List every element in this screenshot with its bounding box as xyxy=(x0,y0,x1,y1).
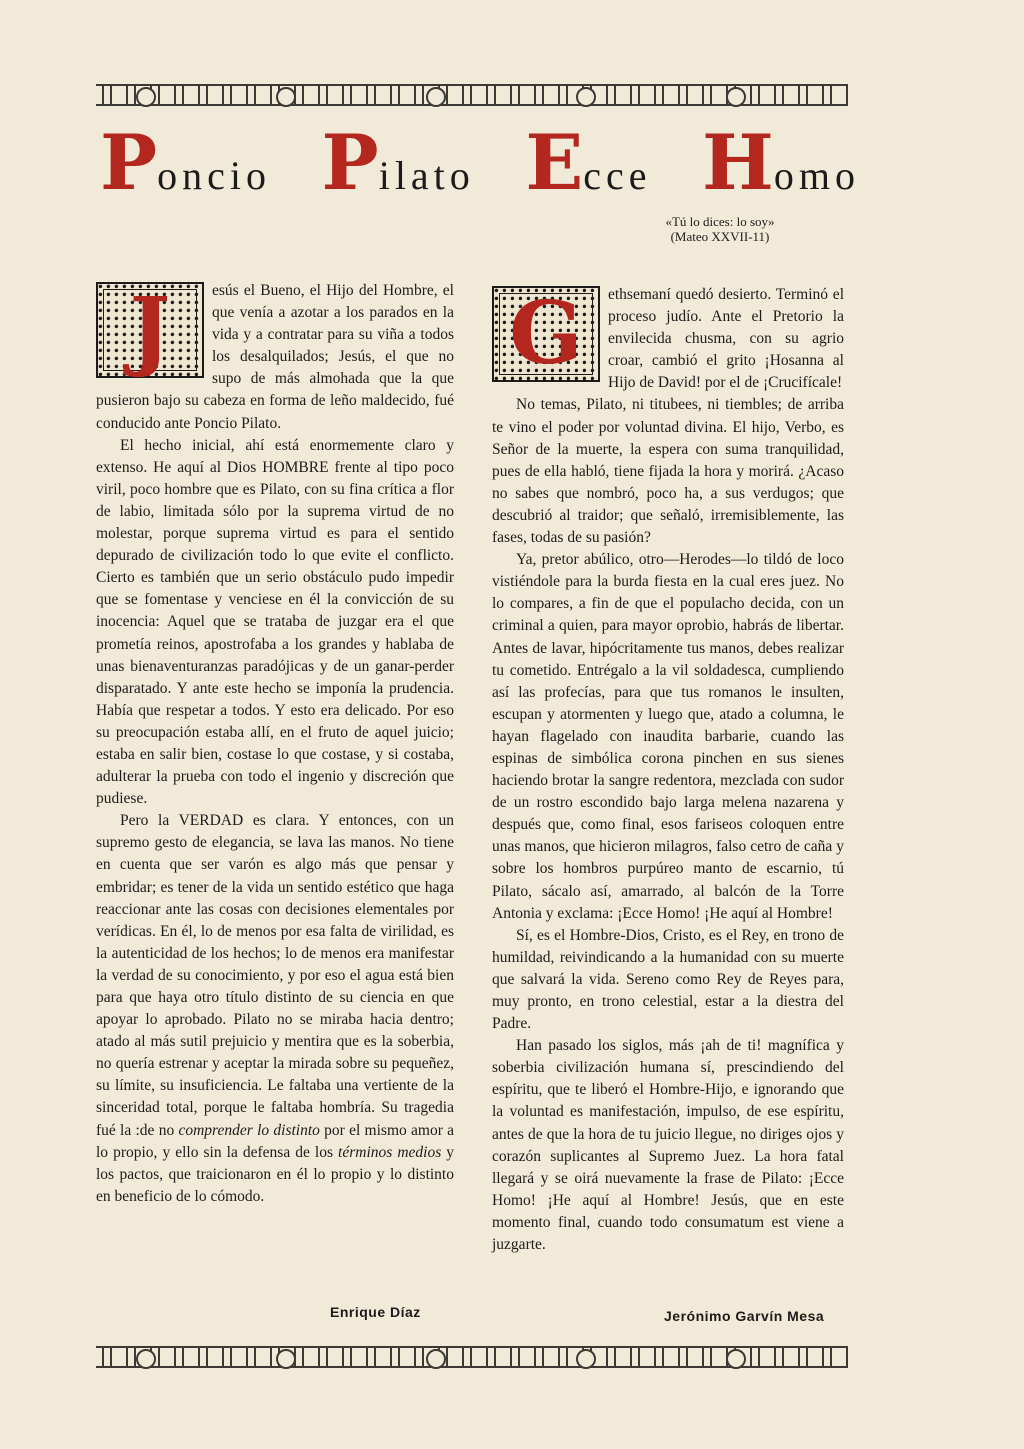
border-knot xyxy=(426,87,446,107)
left-article-column xyxy=(96,280,454,1208)
border-knot xyxy=(276,87,296,107)
left-paragraph-3-emphasis-1: comprender lo distinto xyxy=(178,1121,320,1139)
border-knot xyxy=(426,1349,446,1369)
top-ornamental-border xyxy=(96,84,848,106)
right-article-column xyxy=(492,284,844,1256)
border-knot xyxy=(576,1349,596,1369)
border-knot xyxy=(276,1349,296,1369)
border-knot xyxy=(136,1349,156,1369)
title-word-rest: omo xyxy=(773,153,860,198)
border-knot xyxy=(726,1349,746,1369)
left-paragraph-1 xyxy=(96,280,454,435)
left-paragraph-3-emphasis-2: términos medios xyxy=(338,1143,442,1161)
border-knot xyxy=(726,87,746,107)
left-paragraph-3-text-c: y los pactos, que traicionaron en él lo propio y lo distinto en beneficio de lo cómodo. xyxy=(96,1143,455,1205)
page-title xyxy=(100,118,860,208)
epigraph xyxy=(640,214,800,244)
dropcap-letter: J xyxy=(129,279,171,380)
right-paragraph-5: Han pasado los siglos, más ¡ah de ti! magnífica y soberbia civilización humana sí, prescindiendo del espíritu, que te liberó el Hombre-Hijo, e ignorando que la voluntad es manifestación, impulso, de ese espíritu, antes de que la hora de tu juicio llegue, no diriges ojos y corazón suplicantes al Supremo Juez. La hora fatal llegará y se oirá nuevamente la frase de Pilato: ¡Ecce Homo! ¡He aquí al Hombre! Jesús, que en este momento final, cuando todo consumatum est viene a juzgarte. xyxy=(492,1037,844,1254)
title-word-3 xyxy=(525,118,651,207)
title-initial: P xyxy=(321,118,379,207)
right-paragraph-3: Ya, pretor abúlico, otro—Herodes—lo tildó de loco vistiéndole para la burda fiesta en la cual eres juez. No lo compares, a fin de que el populacho decida, con un criminal a quien, para mayor oprobio, habrás de libertar. Antes de lavar, hipócritamente tus manos, debes realizar tu cometido. Entrégalo a la vil soldadesca, cumpliendo así las profecías, para que tus romanos le insulten, escupan y atormenten y luego que, atado a columna, le hayan flagelado con inaudita barbarie, cuando las espinas de simbólica corona pinchen en sus sienes haciendo brotar la sangre redentora, mezclada con sudor de un rostro escondido bajo larga melena nazarena y después que, como final, esos fariseos coloquen entre unas manos, que hicieron milagros, falso cetro de caña y sobre los hombros purpúreo manto de escarnio, tú Pilato, sácalo así, amarrado, al balcón de la Torre Antonia y exclama: ¡Ecce Homo! ¡He aquí al Hombre! xyxy=(492,551,844,922)
title-word-rest: ilato xyxy=(378,153,475,198)
title-word-1 xyxy=(100,118,271,207)
border-knot xyxy=(576,87,596,107)
title-word-rest: cce xyxy=(583,153,652,198)
title-initial: P xyxy=(100,118,158,207)
dropcap-letter: G xyxy=(509,283,583,384)
left-author-signature: Enrique Díaz xyxy=(330,1304,421,1320)
title-initial: E xyxy=(525,118,584,207)
title-word-rest: oncio xyxy=(157,153,272,198)
title-initial: H xyxy=(702,118,774,207)
right-paragraph-1 xyxy=(492,284,844,394)
left-paragraph-3-text-b: por el mismo amor a lo propio, y ello sin la defensa de los xyxy=(96,1121,455,1161)
right-author-signature: Jerónimo Garvín Mesa xyxy=(664,1308,825,1324)
right-dropcap xyxy=(492,283,600,384)
title-word-4 xyxy=(702,118,860,207)
right-paragraph-4: Sí, es el Hombre-Dios, Cristo, es el Rey, en trono de humildad, reivindicando a la humanidad con su muerte que salvará la vida. Sereno como Rey de Reyes para, muy pronto, en trono celestial, estar a la diestra del Padre. xyxy=(492,926,844,1033)
epigraph-quote: «Tú lo dices: lo soy» xyxy=(665,214,775,229)
left-paragraph-1-text: esús el Bueno, el Hijo del Hombre, el que venía a azotar a los parados en la vida y a contratar para su viña a todos los desalquilados; Jesús, el que no supo de más almohada que la que pusieron bajo su cabeza en forma de leño maldecido, fué conducido ante Poncio Pilato. xyxy=(96,282,454,432)
left-paragraph-3-text-a: Pero la VERDAD es clara. Y entonces, con un supremo gesto de elegancia, se lava las manos. No tiene en cuenta que ser varón es algo más que pensar y embridar; es tener de la vida un sentido estético que haga reaccionar ante las cosas con decisiones elementales por verídicas. En él, lo de menos por esa falta de virilidad, es la autenticidad de los hechos; lo de menos era manifestar la verdad de su conocimiento, y por eso el agua está bien para que haya otro título distinto de su ciencia en que apoyar lo aprobado. Pilato no se miraba hacia dentro; atado al más sutil prejuicio y mentira que es la soberbia, no quería estrenar y aceptar la mirada sobre su pequeñez, su límite, su insuficiencia. Le faltaba una vertiente de la sinceridad total, porque le faltaba hombría. Su tragedia fué la :de no xyxy=(96,812,454,1139)
left-paragraph-2: El hecho inicial, ahí está enormemente claro y extenso. He aquí al Dios HOMBRE frente al tipo poco viril, poco hombre que es Pilato, con su fina crítica a flor de labio, limitada sólo por la suprema virtud de no molestar, porque suprema virtud es para el sentido depurado de civilización todo lo que evite el conflicto. Cierto es también que un serio obstáculo pudo impedir que se fomentase y venciese en él la convicción de su inocencia: Aquel que se trataba de juzgar era el que prometía reinos, apostrofaba a los grandes y hablaba de unas bienaventuranzas paradójicas y de un ganar-perder disparatado. Y ante este hecho se imponía la prudencia. Había que respetar a todos. Y esto era delicado. Por eso su preocupación estaba allí, en el fruto de aquel juicio; estaba en salir bien, costase lo que costase, y si costaba, adulterar la prueba con todo el ingenio y discreción que pudiese. xyxy=(96,436,454,808)
title-word-2 xyxy=(322,118,475,207)
border-knot xyxy=(136,87,156,107)
epigraph-citation: (Mateo XXVII-11) xyxy=(670,229,770,244)
left-dropcap xyxy=(96,279,204,380)
bottom-ornamental-border xyxy=(96,1346,848,1368)
left-paragraph-3 xyxy=(96,810,454,1208)
right-paragraph-1-text: ethsemaní quedó desierto. Terminó el proceso judío. Ante el Pretorio la envilecida chusma, con su agrio croar, cambió el grito ¡Hosanna al Hijo de David! por el de ¡Crucifícale! xyxy=(608,286,844,392)
right-paragraph-2: No temas, Pilato, ni titubees, ni tiembles; de arriba te vino el poder por voluntad divina. El hijo, Verbo, es Señor de la muerte, la espera con suma tranquilidad, pues de ella habló, tiene fijada la hora y morirá. ¿Acaso no sabes que nombró, poco ha, a sus verdugos; que descubrió al traidor; que señaló, irremisiblemente, las fases, todas de su pasión? xyxy=(492,396,844,547)
